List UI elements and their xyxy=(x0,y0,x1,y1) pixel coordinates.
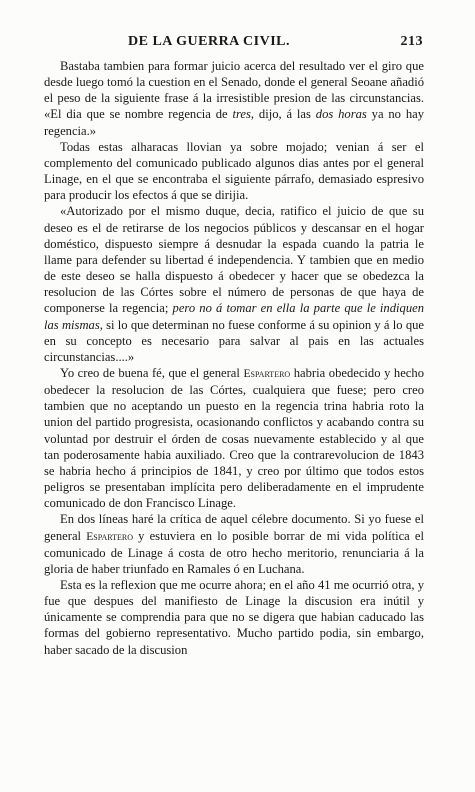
paragraph xyxy=(44,365,424,511)
text-run: Yo creo de buena fé, que el general xyxy=(60,365,244,380)
text-run: habria obedecido y hecho obedecer la resolucion de las Córtes, cualquiera que fuese; pero creo tambien que no aceptando un puesto en la regencia trina habria roto la union del partido progresista, ocasionando conflictos y acabando contra su voluntad por destruir el órden de cosas nuevamente establecido y al que tan poderosamente habia auxiliado. Creo que la contrarevolucion de 1843 se habria hecho á principios de 1841, y creo por último que todos estos peligros se presentaban implícita pero deliberadamente en el imprudente comunicado de don Francisco Linage. xyxy=(44,365,424,511)
page-header xyxy=(44,34,423,54)
body-text xyxy=(44,58,424,658)
text-run: Bastaba tambien para formar juicio acerca del resultado ver el giro que desde luego tomó la cuestion en el Senado, donde el general Seoane añadió el peso de la siguiente frase á la irresistible presion de las circunstancias. «El dia que se nombre regencia de xyxy=(44,59,424,122)
small-caps-name: Espartero xyxy=(243,366,291,380)
italic-text: dos horas xyxy=(315,107,367,122)
running-title: DE LA GUERRA CIVIL. xyxy=(128,34,290,49)
paragraph xyxy=(44,58,424,139)
text-run: , dijo, á las xyxy=(250,107,316,122)
paragraph xyxy=(44,203,424,365)
text-run: Todas estas alharacas llovian ya sobre mojado; venian á ser el complemento del comunicado publicado algunos dias antes por el general Linage, en el que se encontraba el siguiente párrafo, demasiado espresivo para producir los efectos á que se dirijia. xyxy=(44,139,424,203)
text-run: En dos líneas haré la crítica de aquel célebre documento. Si yo fuese el general xyxy=(44,512,424,543)
paragraph xyxy=(44,511,424,577)
italic-text: tres xyxy=(232,107,251,122)
page-number: 213 xyxy=(400,34,423,49)
text-run: ya no hay regencia.» xyxy=(44,107,425,138)
text-run: , si lo que determinan no fuese conforme á su opinion y á lo que en su concepto es necesario para salvar al pais en las actuales circunstancias....» xyxy=(44,317,425,364)
paragraph xyxy=(44,577,424,658)
text-run: «Autorizado por el mismo duque, decia, ratifico el juicio de que su deseo es el de retirarse de los negocios públicos y descansar en el hogar doméstico, dispuesto siempre á desnudar la espada cuando la patria le llame para defender su libertad é independencia. Y tambien que en medio de este deseo se halla dispuesto á obedecer y hacer que se obedezca la resolucion de las Córtes sobre el número de personas de que haya de componerse la regencia; xyxy=(44,204,424,316)
italic-text: pero no á tomar en ella la parte que le indiquen las mismas xyxy=(44,301,425,332)
text-run: Esta es la reflexion que me ocurre ahora; en el año 41 me ocurrió otra, y fue que despues del manifiesto de Linage la discusion era inútil y únicamente se comprendia para que no se digera que habian caducado las formas del gobierno representativo. Mucho partido podia, sin embargo, haber sacado de la discusion xyxy=(44,578,424,657)
small-caps-name: Espartero xyxy=(86,529,133,543)
paragraph xyxy=(44,139,424,204)
text-run: y estuviera en lo posible borrar de mi vida política el comunicado de Linage á costa de otro hecho meritorio, renunciaria á la gloria de haber triunfado en Ramales ó en Luchana. xyxy=(44,528,424,576)
